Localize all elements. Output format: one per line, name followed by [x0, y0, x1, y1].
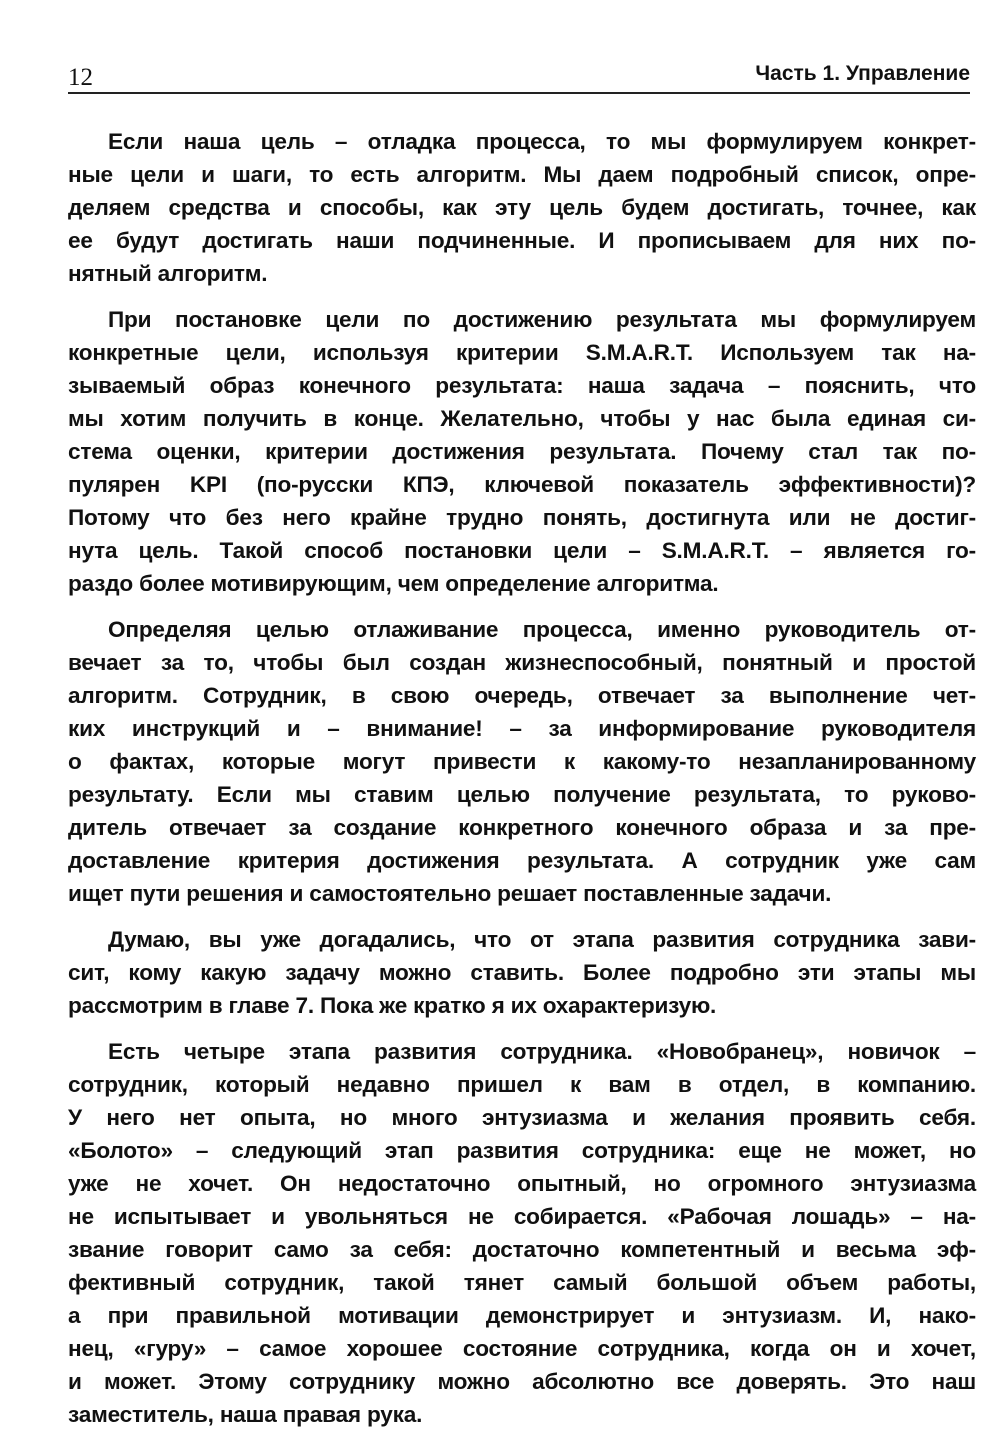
text-line: рассмотрим в главе 7. Пока же кратко я их охарактеризую. [68, 993, 717, 1018]
text-line: дитель отвечает за создание конкретного конечного образа и за пре- [68, 815, 976, 840]
text-line: ее будут достигать наши подчиненные. И прописываем для них по- [68, 228, 976, 253]
text-line: не испытывает и увольняться не собирается. «Рабочая лошадь» – на- [68, 1204, 976, 1229]
text-line: вечает за то, чтобы был создан жизнеспособный, понятный и простой [68, 650, 976, 675]
text-line: ные цели и шаги, то есть алгоритм. Мы даем подробный список, опре- [68, 162, 976, 187]
text-line: раздо более мотивирующим, чем определение алгоритма. [68, 571, 719, 596]
paragraph-3 [68, 613, 976, 910]
text-line: зываемый образ конечного результата: наша задача – пояснить, что [68, 373, 976, 398]
text-line: деляем средства и способы, как эту цель будем достигать, точнее, как [68, 195, 976, 220]
text-line: Думаю, вы уже догадались, что от этапа развития сотрудника зави- [108, 927, 976, 952]
text-line: нятный алгоритм. [68, 261, 268, 286]
text-line: о фактах, которые могут привести к какому-то незапланированному [68, 749, 976, 774]
text-line: «Болото» – следующий этап развития сотрудника: еще не может, но [68, 1138, 976, 1163]
text-line: Если наша цель – отладка процесса, то мы формулируем конкрет- [108, 129, 976, 154]
text-line: Потому что без него крайне трудно понять, достигнута или не достиг- [68, 505, 976, 530]
paragraph-5 [68, 1035, 976, 1431]
text-line: сит, кому какую задачу можно ставить. Более подробно эти этапы мы [68, 960, 976, 985]
text-line: мы хотим получить в конце. Желательно, чтобы у нас была единая си- [68, 406, 976, 431]
text-line: При постановке цели по достижению результата мы формулируем [108, 307, 976, 332]
text-line: алгоритм. Сотрудник, в свою очередь, отвечает за выполнение чет- [68, 683, 976, 708]
text-line: Определяя целью отлаживание процесса, именно руководитель от- [108, 617, 976, 642]
section-title: Часть 1. Управление [755, 62, 970, 85]
text-line: стема оценки, критерии достижения результата. Почему стал так по- [68, 439, 976, 464]
text-line: ищет пути решения и самостоятельно решает поставленные задачи. [68, 881, 832, 906]
header-rule [68, 92, 970, 94]
paragraph-1 [68, 125, 976, 290]
text-line: доставление критерия достижения результата. А сотрудник уже сам [68, 848, 976, 873]
body-text [68, 125, 976, 1444]
text-line: заместитель, наша правая рука. [68, 1402, 423, 1427]
page-number: 12 [68, 64, 93, 91]
text-line: нута цель. Такой способ постановки цели – S.M.A.R.T. – является го- [68, 538, 976, 563]
text-line: фективный сотрудник, такой тянет самый большой объем работы, [68, 1270, 976, 1295]
text-line: нец, «гуру» – самое хорошее состояние сотрудника, когда он и хочет, [68, 1336, 976, 1361]
text-line: сотрудник, который недавно пришел к вам в отдел, в компанию. [68, 1072, 976, 1097]
text-line: Есть четыре этапа развития сотрудника. «Новобранец», новичок – [108, 1039, 976, 1064]
text-line: пулярен KPI (по-русски КПЭ, ключевой показатель эффективности)? [68, 472, 976, 497]
text-line: а при правильной мотивации демонстрирует и энтузиазм. И, нако- [68, 1303, 976, 1328]
text-line: уже не хочет. Он недостаточно опытный, но огромного энтузиазма [68, 1171, 976, 1196]
text-line: ких инструкций и – внимание! – за информирование руководителя [68, 716, 976, 741]
running-head [68, 54, 970, 94]
text-line: звание говорит само за себя: достаточно компетентный и весьма эф- [68, 1237, 976, 1262]
text-line: и может. Этому сотруднику можно абсолютно все доверять. Это наш [68, 1369, 976, 1394]
paragraph-4 [68, 923, 976, 1022]
text-line: У него нет опыта, но много энтузиазма и желания проявить себя. [68, 1105, 976, 1130]
paragraph-2 [68, 303, 976, 600]
text-line: конкретные цели, используя критерии S.M.A.R.T. Используем так на- [68, 340, 976, 365]
text-line: результату. Если мы ставим целью получение результата, то руково- [68, 782, 976, 807]
